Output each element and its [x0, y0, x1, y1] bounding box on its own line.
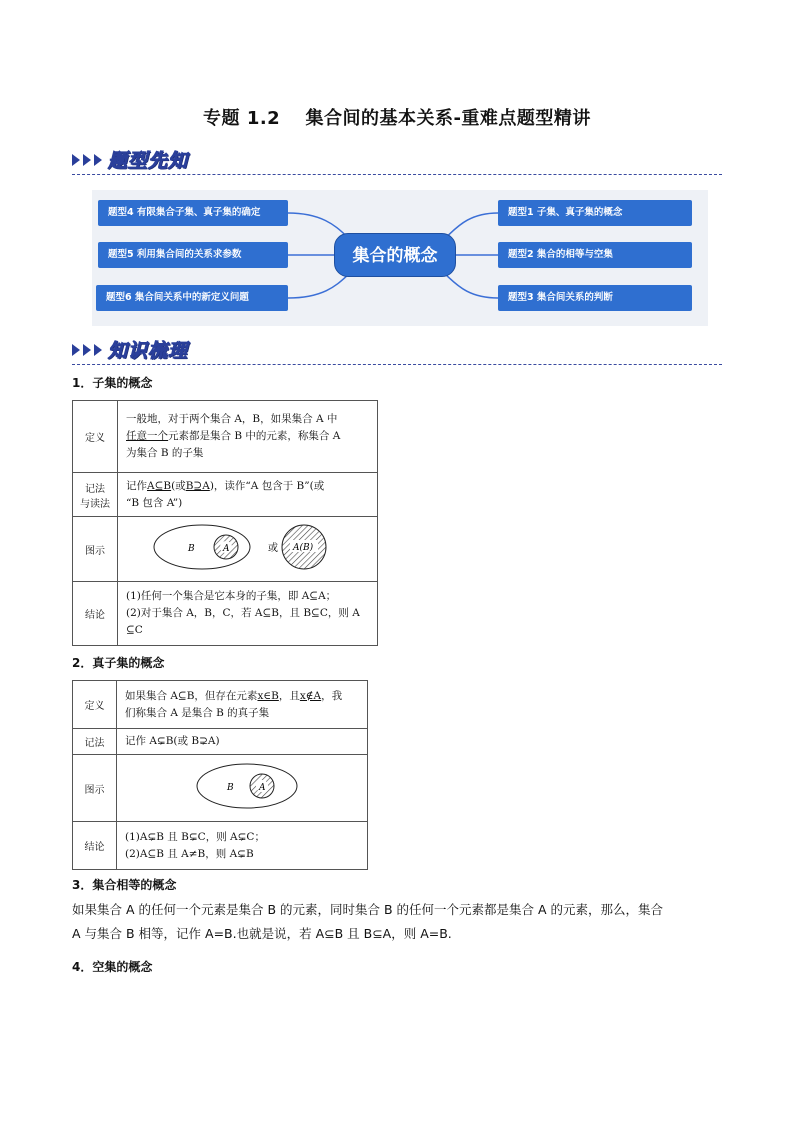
definition-cell: 如果集合 A⊆B，但存在元素x∈B，且x∉A，我 们称集合 A 是集合 B 的真子集 [117, 681, 368, 729]
row-label: 定义 [73, 681, 117, 729]
topic-5: 题型5 利用集合间的关系求参数 [98, 242, 288, 268]
row-label: 记法 与读法 [73, 473, 118, 517]
row-label: 结论 [73, 582, 118, 646]
section-heading: 4．空集的概念 [72, 960, 153, 974]
notation-cell: 记作A⊆B(或B⊇A)，读作“A 包含于 B”(或 “B 包含 A”) [118, 473, 378, 517]
mindmap-center: 集合的概念 [334, 233, 456, 277]
banner-text: 知识梳理 [108, 340, 189, 362]
row-label: 结论 [73, 822, 117, 870]
topic-6: 题型6 集合间关系中的新定义问题 [96, 285, 288, 311]
svg-text:A: A [223, 544, 230, 554]
row-label: 定义 [73, 401, 118, 473]
figure-cell [117, 755, 368, 822]
triple-arrow-icon [72, 154, 106, 166]
venn-diagram [117, 755, 367, 815]
topic-2: 题型2 集合的相等与空集 [498, 242, 692, 268]
proper-subset-table [72, 680, 368, 870]
conclusion-cell: (1)任何一个集合是它本身的子集，即 A⊆A； (2)对于集合 A，B，C，若 A⊆B，且 B⊆C，则 A ⊆C [118, 582, 378, 646]
topic-3: 题型3 集合间关系的判断 [498, 285, 692, 311]
section-heading: 2．真子集的概念 [72, 656, 165, 670]
notation-cell: 记作 A⊊B(或 B⊋A) [117, 729, 368, 755]
divider [72, 364, 722, 365]
figure-cell [118, 517, 378, 582]
svg-text:B: B [188, 544, 195, 554]
subset-table [72, 400, 378, 646]
section-heading: 1．子集的概念 [72, 376, 153, 390]
equality-paragraph: 如果集合 A 的任何一个元素是集合 B 的元素，同时集合 B 的任何一个元素都是集合 A 的元素，那么，集合 A 与集合 B 相等，记作 A=B.也就是说，若 A⊆B 且 B⊆A，则 A=B. [72, 902, 664, 941]
section-heading: 3．集合相等的概念 [72, 878, 177, 892]
row-label: 记法 [73, 729, 117, 755]
venn-diagram [118, 517, 376, 575]
topic-4: 题型4 有限集合子集、真子集的确定 [98, 200, 288, 226]
row-label: 图示 [73, 755, 117, 822]
svg-text:A(B): A(B) [293, 543, 314, 553]
banner-topic-preview [72, 146, 202, 174]
svg-text:或: 或 [268, 543, 278, 554]
topic-1: 题型1 子集、真子集的概念 [498, 200, 692, 226]
row-label: 图示 [73, 517, 118, 582]
definition-cell: 一般地，对于两个集合 A，B，如果集合 A 中 任意一个元素都是集合 B 中的元素，称集合 A 为集合 B 的子集 [118, 401, 378, 473]
banner-knowledge [72, 336, 202, 364]
banner-text: 题型先知 [108, 150, 189, 172]
triple-arrow-icon [72, 344, 106, 356]
page-title: 专题 1.2 集合间的基本关系-重难点题型精讲 [203, 108, 591, 129]
svg-text:B: B [227, 783, 234, 793]
mindmap [92, 190, 708, 326]
divider [72, 174, 722, 175]
svg-text:A: A [259, 783, 266, 793]
conclusion-cell: (1)A⊊B 且 B⊊C，则 A⊊C； (2)A⊆B 且 A≠B，则 A⊊B [117, 822, 368, 870]
